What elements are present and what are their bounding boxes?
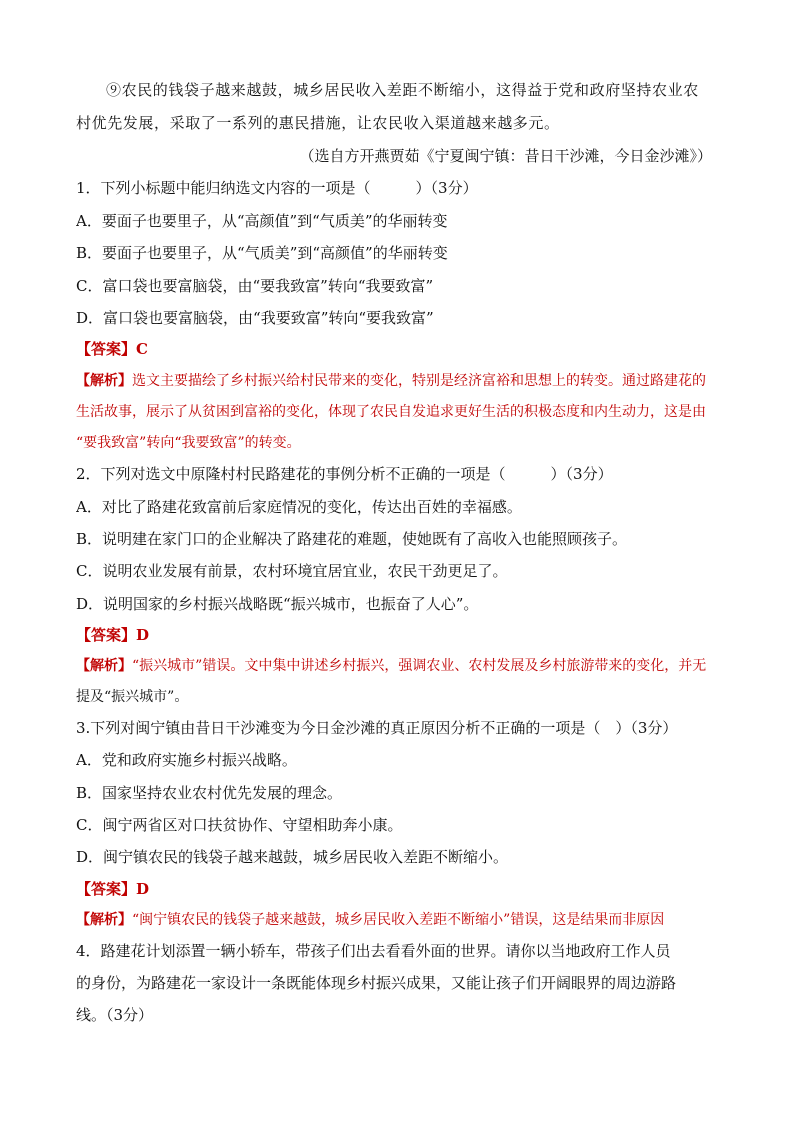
- question-3-option-d: D．闽宁镇农民的钱袋子越来越鼓，城乡居民收入差距不断缩小。: [76, 848, 509, 866]
- explanation-label: 【解析】: [76, 658, 132, 674]
- explanation-text: “振兴城市”错误。文中集中讲述乡村振兴，强调农业、农村发展及乡村旅游带来的变化，并无: [132, 658, 707, 674]
- question-3-option-a: A．党和政府实施乡村振兴战略。: [76, 751, 297, 769]
- question-2-option-d: D．说明国家的乡村振兴战略既“振兴城市，也振奋了人心”。: [76, 595, 479, 613]
- question-1-answer: [76, 339, 726, 359]
- passage-source: （选自方开燕贾茹《宁夏闽宁镇：昔日干沙滩，今日金沙滩》）: [299, 147, 712, 165]
- question-4-stem-line-3: 线。（3分）: [76, 1006, 154, 1024]
- question-2-explanation-line-2: 提及“振兴城市”。: [76, 689, 189, 705]
- explanation-text: 选文主要描绘了乡村振兴给村民带来的变化，特别是经济富裕和思想上的转变。通过路建花的: [132, 373, 706, 389]
- explanation-label: 【解析】: [76, 912, 132, 928]
- question-3-answer: [76, 879, 726, 899]
- question-2-option-c: C．说明农业发展有前景，农村环境宜居宜业，农民干劲更足了。: [76, 562, 508, 580]
- question-1-option-d: D．富口袋也要富脑袋，由“我要致富”转向“要我致富”: [76, 309, 434, 327]
- question-3-stem: 3.下列对闽宁镇由昔日干沙滩变为今日金沙滩的真正原因分析不正确的一项是（ ）（3分）: [76, 719, 678, 737]
- question-2-answer: [76, 625, 726, 645]
- answer-label: 【答案】: [76, 880, 137, 898]
- passage-paragraph-9-line-2: 村优先发展，采取了一系列的惠民措施，让农民收入渠道越来越多元。: [76, 114, 560, 132]
- question-2-option-b: B．说明建在家门口的企业解决了路建花的难题，使她既有了高收入也能照顾孩子。: [76, 530, 628, 548]
- question-1-option-a: A．要面子也要里子，从“高颜值”到“气质美”的华丽转变: [76, 212, 448, 230]
- question-3-option-b: B．国家坚持农业农村优先发展的理念。: [76, 784, 343, 802]
- explanation-text: “闽宁镇农民的钱袋子越来越鼓，城乡居民收入差距不断缩小”错误，这是结果而非原因: [132, 912, 665, 928]
- question-2-explanation-line-1: [76, 656, 726, 676]
- question-4-stem-line-1: 4．路建花计划添置一辆小轿车，带孩子们出去看看外面的世界。请你以当地政府工作人员: [76, 942, 671, 960]
- answer-value: D: [136, 626, 150, 644]
- question-1-stem: 1．下列小标题中能归纳选文内容的一项是（ ）（3分）: [76, 179, 478, 197]
- answer-value: C: [136, 340, 148, 358]
- question-3-option-c: C．闽宁两省区对口扶贫协作、守望相助奔小康。: [76, 816, 403, 834]
- question-3-explanation-line-1: [76, 910, 726, 930]
- question-1-option-c: C．富口袋也要富脑袋，由“要我致富”转向“我要致富”: [76, 277, 434, 295]
- answer-value: D: [136, 880, 150, 898]
- question-2-stem: 2．下列对选文中原隆村村民路建花的事例分析不正确的一项是（ ）（3分）: [76, 465, 613, 483]
- answer-label: 【答案】: [76, 340, 137, 358]
- question-4-stem-line-2: 的身份，为路建花一家设计一条既能体现乡村振兴成果，又能让孩子们开阔眼界的周边游路: [76, 974, 677, 992]
- passage-paragraph-9-line-1: ⑨农民的钱袋子越来越鼓，城乡居民收入差距不断缩小，这得益于党和政府坚持农业农: [106, 81, 699, 99]
- question-1-explanation-line-3: “要我致富”转向“我要致富”的转变。: [76, 435, 301, 451]
- question-1-explanation-line-1: [76, 371, 726, 391]
- question-1-explanation-line-2: 生活故事，展示了从贫困到富裕的变化，体现了农民自发追求更好生活的积极态度和内生动力，这是由: [76, 404, 706, 420]
- explanation-label: 【解析】: [76, 373, 132, 389]
- question-1-option-b: B．要面子也要里子，从“气质美”到“高颜值”的华丽转变: [76, 244, 448, 262]
- question-2-option-a: A．对比了路建花致富前后家庭情况的变化，传达出百姓的幸福感。: [76, 498, 522, 516]
- answer-label: 【答案】: [76, 626, 137, 644]
